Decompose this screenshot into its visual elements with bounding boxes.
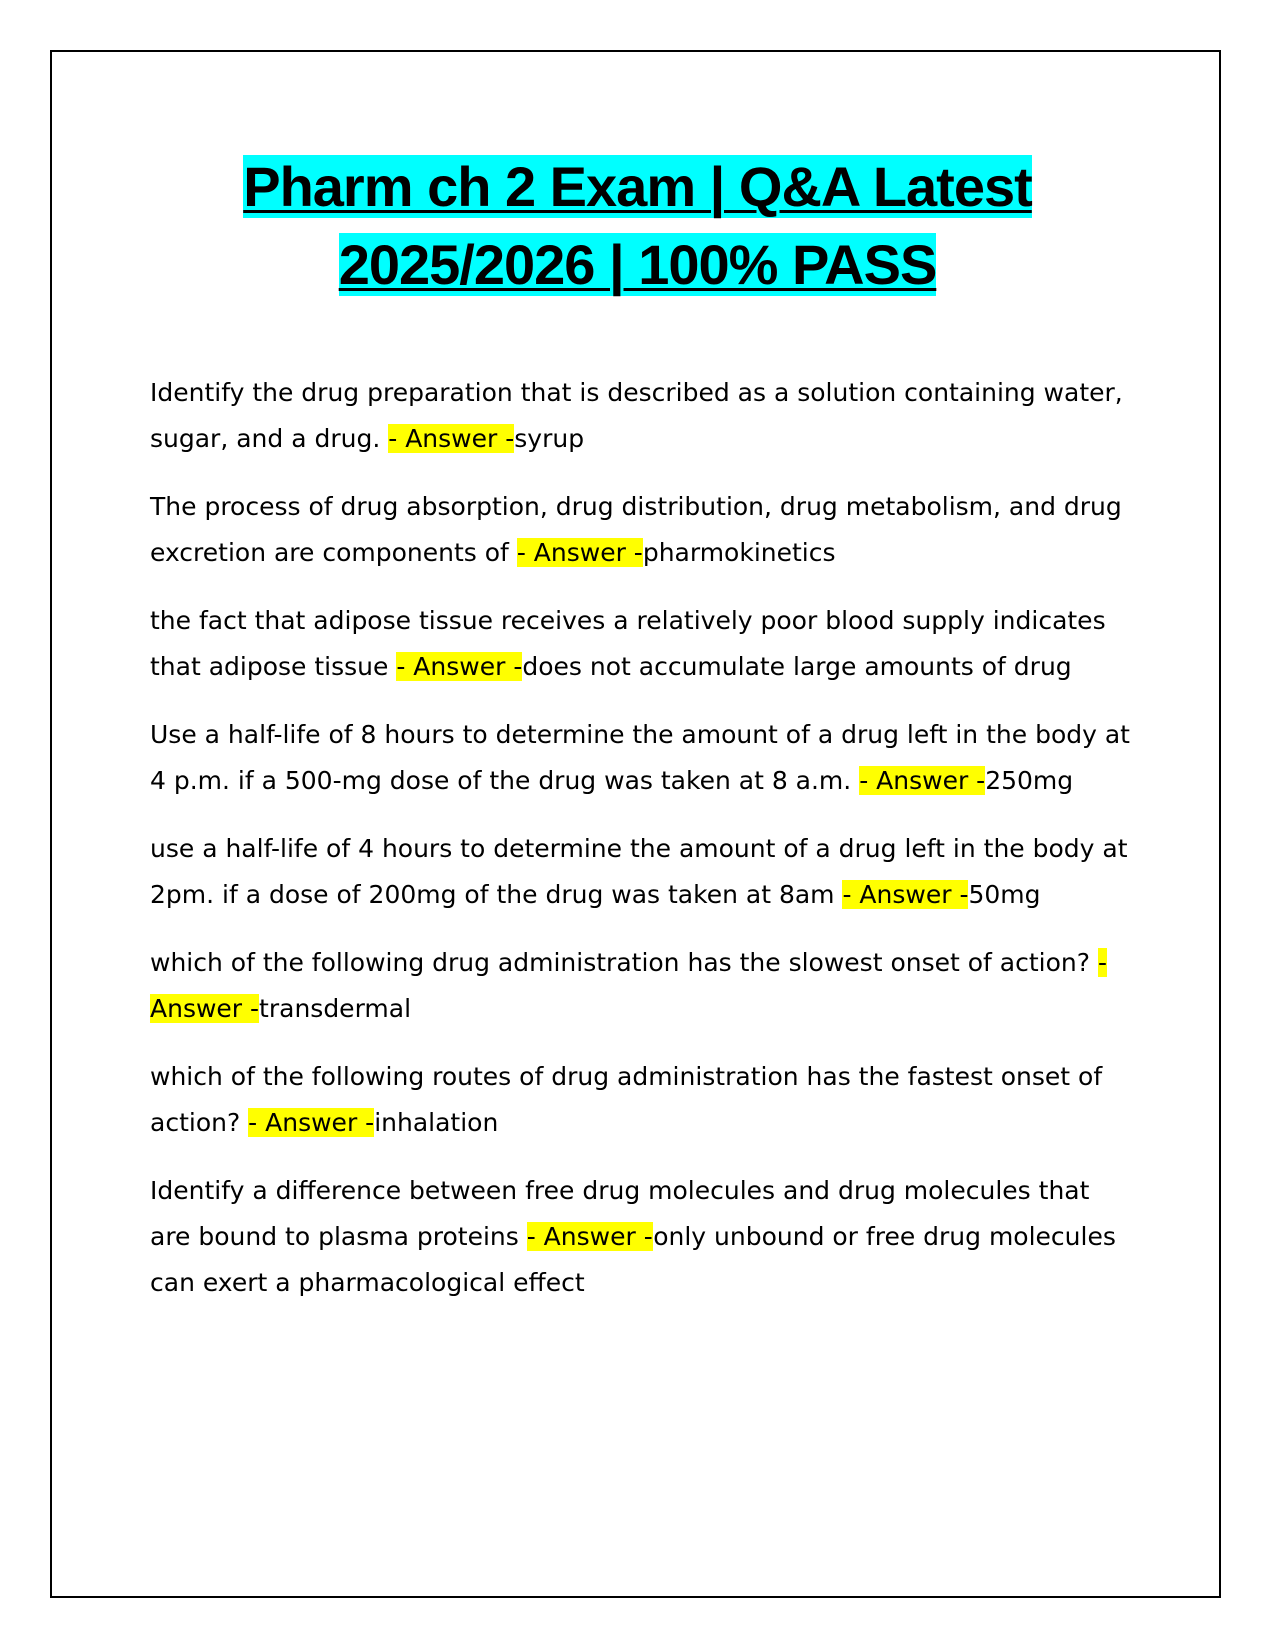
answer-marker: - Answer - — [526, 1222, 654, 1251]
question-text: which of the following drug administration has the slowest onset of action? — [150, 948, 1098, 977]
question-text: which of the following routes of drug administration has the fastest onset of action? — [150, 1062, 1103, 1137]
question-text: use a half-life of 4 hours to determine the amount of a drug left in the body at 2pm. if a dose of 200mg of the drug was taken at 8am — [150, 834, 1128, 909]
answer-text: syrup — [514, 424, 585, 453]
answer-marker: - Answer - — [396, 652, 523, 681]
qa-item — [150, 940, 1130, 1032]
title-line-1: Pharm ch 2 Exam | Q&A Latest — [243, 155, 1032, 218]
question-text: Identify a difference between free drug molecules and drug molecules that are bound to plasma proteins — [150, 1176, 1090, 1251]
answer-text: 50mg — [968, 880, 1041, 909]
question-text: The process of drug absorption, drug distribution, drug metabolism, and drug excretion are components of — [150, 492, 1122, 567]
answer-text: transdermal — [259, 994, 412, 1023]
qa-item — [150, 712, 1130, 804]
qa-list — [150, 370, 1130, 1328]
answer-marker: - Answer - — [859, 766, 986, 795]
question-text: Use a half-life of 8 hours to determine the amount of a drug left in the body at 4 p.m. if a 500-mg dose of the drug was taken at 8 a.m. — [150, 720, 1130, 795]
answer-marker: - Answer - — [842, 880, 969, 909]
answer-text: does not accumulate large amounts of drug — [522, 652, 1072, 681]
answer-text: inhalation — [374, 1108, 499, 1137]
qa-item — [150, 598, 1130, 690]
qa-item — [150, 1054, 1130, 1146]
answer-text: pharmokinetics — [642, 538, 836, 567]
question-text: Identify the drug preparation that is described as a solution containing water, sugar, and a drug. — [150, 378, 1123, 453]
qa-item — [150, 826, 1130, 918]
answer-marker: - Answer - — [150, 948, 1107, 1023]
qa-item — [150, 370, 1130, 462]
qa-item — [150, 484, 1130, 576]
qa-item — [150, 1168, 1130, 1306]
title-line-2: 2025/2026 | 100% PASS — [338, 233, 937, 296]
answer-text: only unbound or free drug molecules can exert a pharmacological effect — [150, 1222, 1116, 1297]
answer-marker: - Answer - — [388, 424, 515, 453]
answer-marker: - Answer - — [248, 1108, 375, 1137]
page-title — [100, 148, 1175, 304]
answer-text: 250mg — [985, 766, 1074, 795]
answer-marker: - Answer - — [516, 538, 643, 567]
question-text: the fact that adipose tissue receives a relatively poor blood supply indicates that adipose tissue — [150, 606, 1106, 681]
